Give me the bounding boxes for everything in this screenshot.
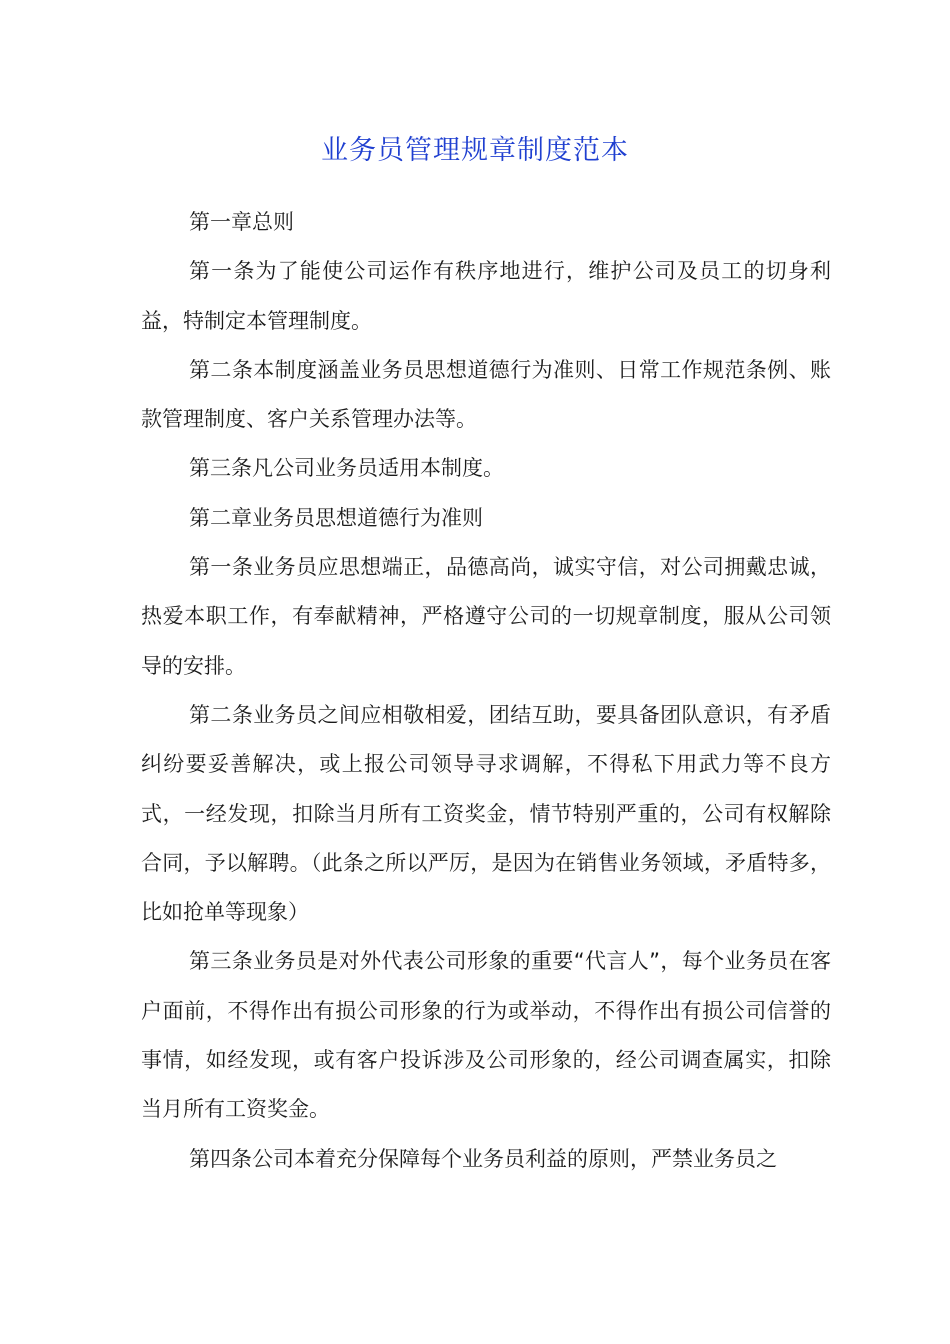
chapter-heading: 第一章总则 <box>189 210 294 234</box>
paragraph: 第三条凡公司业务员适用本制度。 <box>189 456 504 481</box>
paragraph: 第一条为了能使公司运作有秩序地进行，维护公司及员工的切身利益，特制定本管理制度。 <box>141 259 831 333</box>
chapter-heading: 第二章业务员思想道德行为准则 <box>189 505 483 530</box>
paragraph: 第二条业务员之间应相敬相爱，团结互助，要具备团队意识，有矛盾纠纷要妥善解决，或上报公司领导寻求调解，不得私下用武力等不良方式，一经发现，扣除当月所有工资奖金，情节特别严重的，公司有权解除合同，予以解聘。（此条之所以严厉，是因为在销售业务领域，矛盾特多，比如抢单等现象） <box>141 702 831 925</box>
paragraph: 第四条公司本着充分保障每个业务员利益的原则，严禁业务员之 <box>189 1146 777 1171</box>
paragraph: 第一条业务员应思想端正，品德高尚，诚实守信，对公司拥戴忠诚，热爱本职工作，有奉献精神，严格遵守公司的一切规章制度，服从公司领导的安排。 <box>141 555 831 678</box>
document-body <box>141 198 831 1184</box>
document-title: 业务员管理规章制度范本 <box>321 135 629 166</box>
paragraph: 第二条本制度涵盖业务员思想道德行为准则、日常工作规范条例、账款管理制度、客户关系管理办法等。 <box>141 357 831 432</box>
paragraph: 第三条业务员是对外代表公司形象的重要“代言人”，每个业务员在客户面前，不得作出有损公司形象的行为或举动，不得作出有损公司信誉的事情，如经发现，或有客户投诉涉及公司形象的，经公司调查属实，扣除当月所有工资奖金。 <box>141 949 831 1122</box>
